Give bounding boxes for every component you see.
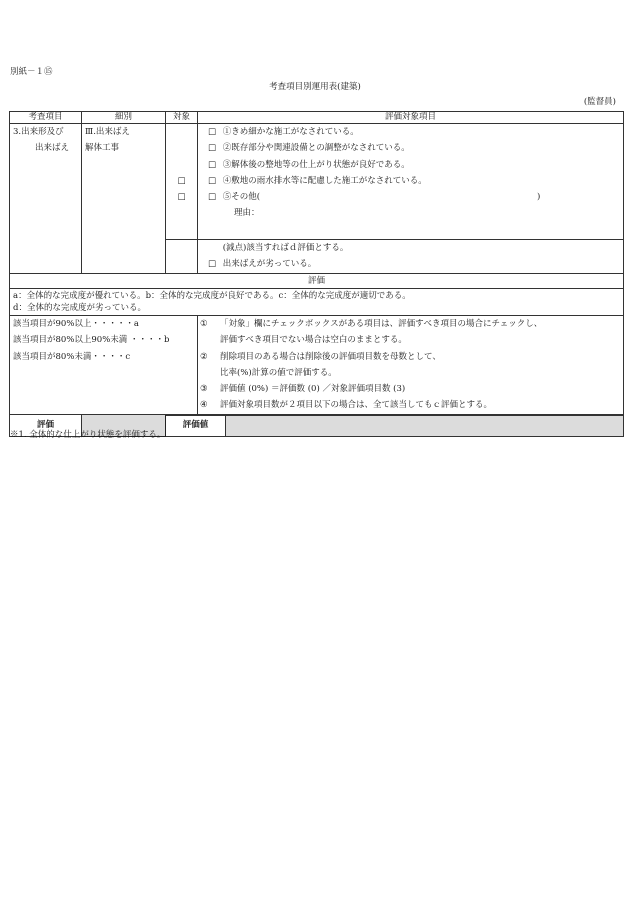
- criterion-1: □ ①きめ細かな施工がなされている。: [204, 124, 623, 140]
- other-close-paren: ): [537, 192, 541, 203]
- item-cell: [10, 124, 82, 274]
- col-detail-header: 細別: [82, 112, 166, 124]
- criterion-checkbox-4[interactable]: □: [207, 175, 217, 186]
- detail-line-1: Ⅲ.出来ばえ: [85, 127, 130, 137]
- role-label: (監督員): [583, 97, 616, 107]
- deduction-note: (減点)該当すればｄ評価とする。: [222, 243, 349, 253]
- target-checkbox-4[interactable]: □: [177, 175, 186, 186]
- detail-line-2: 解体工事: [85, 143, 120, 154]
- criterion-3: □ ③解体後の整地等の仕上がり状態が良好である。: [204, 157, 623, 173]
- attachment-number: 別紙－１⑮: [10, 67, 53, 77]
- grades-cell: [10, 289, 624, 316]
- deduction-target-cell: [166, 240, 198, 274]
- threshold-a: 該当項目が90%以上・・・・・a: [13, 319, 139, 329]
- deduction-cell: [198, 240, 624, 274]
- note-3: ③ 評価値 (0%) ＝評価数 (0) ／対象評価項目数 (3): [200, 384, 406, 395]
- criterion-5: □ ⑤その他( ): [204, 189, 623, 205]
- value-label: 評価値: [166, 416, 226, 436]
- note-2-cont: 比率(%)計算の値で評価する。: [220, 367, 337, 378]
- evaluation-heading-row: [10, 274, 624, 289]
- col-target-header: 対象: [166, 112, 198, 124]
- note-4: ④ 評価対象項目数が２項目以下の場合は、全て該当してもｃ評価とする。: [200, 400, 493, 411]
- criterion-checkbox-5[interactable]: □: [207, 192, 217, 203]
- document-title: 考査項目別運用表(建築): [269, 82, 361, 92]
- grades-line-1: a：全体的な完成度が優れている。b：全体的な完成度が良好である。c：全体的な完成度が適切である。: [13, 291, 411, 301]
- note-1-cont: 評価すべき項目でない場合は空白のままとする。: [220, 335, 407, 346]
- deduction-item: □ 出来ばえが劣っている。: [204, 256, 623, 272]
- notes-cell: [198, 316, 624, 415]
- thresholds-cell: [10, 316, 198, 415]
- value-area: [166, 414, 624, 437]
- note-1: ① 「対象」欄にチェックボックスがある項目は、評価すべき項目の場合にチェックし、: [200, 319, 543, 329]
- note-2: ② 削除項目のある場合は削除後の評価項目数を母数として、: [200, 351, 441, 362]
- reason-label: 理由：: [234, 208, 260, 219]
- deduction-checkbox[interactable]: □: [207, 259, 217, 270]
- criterion-checkbox-2[interactable]: □: [207, 143, 217, 154]
- header-row: [10, 112, 624, 124]
- col-item-header: 考査項目: [10, 112, 82, 124]
- criterion-4: □ ④敷地の雨水排水等に配慮した施工がなされている。: [204, 173, 623, 189]
- criteria-cell: [198, 124, 624, 240]
- evaluation-table: [9, 111, 624, 437]
- evaluation-heading: 評価: [10, 274, 624, 289]
- detail-cell: [82, 124, 166, 274]
- threshold-b: 該当項目が80%以上90%未満 ・・・・b: [13, 335, 170, 346]
- value-field[interactable]: [226, 416, 623, 436]
- criterion-checkbox-3[interactable]: □: [207, 159, 217, 170]
- item-line-2: 出来ばえ: [35, 143, 70, 154]
- item-line-1: 3.出来形及び: [13, 127, 64, 137]
- grade-label: 評価: [10, 414, 82, 437]
- rules-row: [10, 316, 624, 415]
- grades-line-2: d：全体的な完成度が劣っている。: [13, 302, 146, 313]
- threshold-c: 該当項目が80%未満・・・・c: [13, 351, 131, 362]
- target-cell: [166, 124, 198, 240]
- criterion-2: □ ②既存部分や関連設備との調整がなされている。: [204, 140, 623, 156]
- criterion-checkbox-1[interactable]: □: [207, 127, 217, 137]
- grades-row: [10, 289, 624, 316]
- target-checkbox-5[interactable]: □: [177, 192, 186, 203]
- criteria-row: [10, 124, 624, 240]
- col-criteria-header: 評価対象項目: [198, 112, 624, 124]
- footnote: ※1. 全体的な仕上がり状態を評価する。: [10, 430, 166, 440]
